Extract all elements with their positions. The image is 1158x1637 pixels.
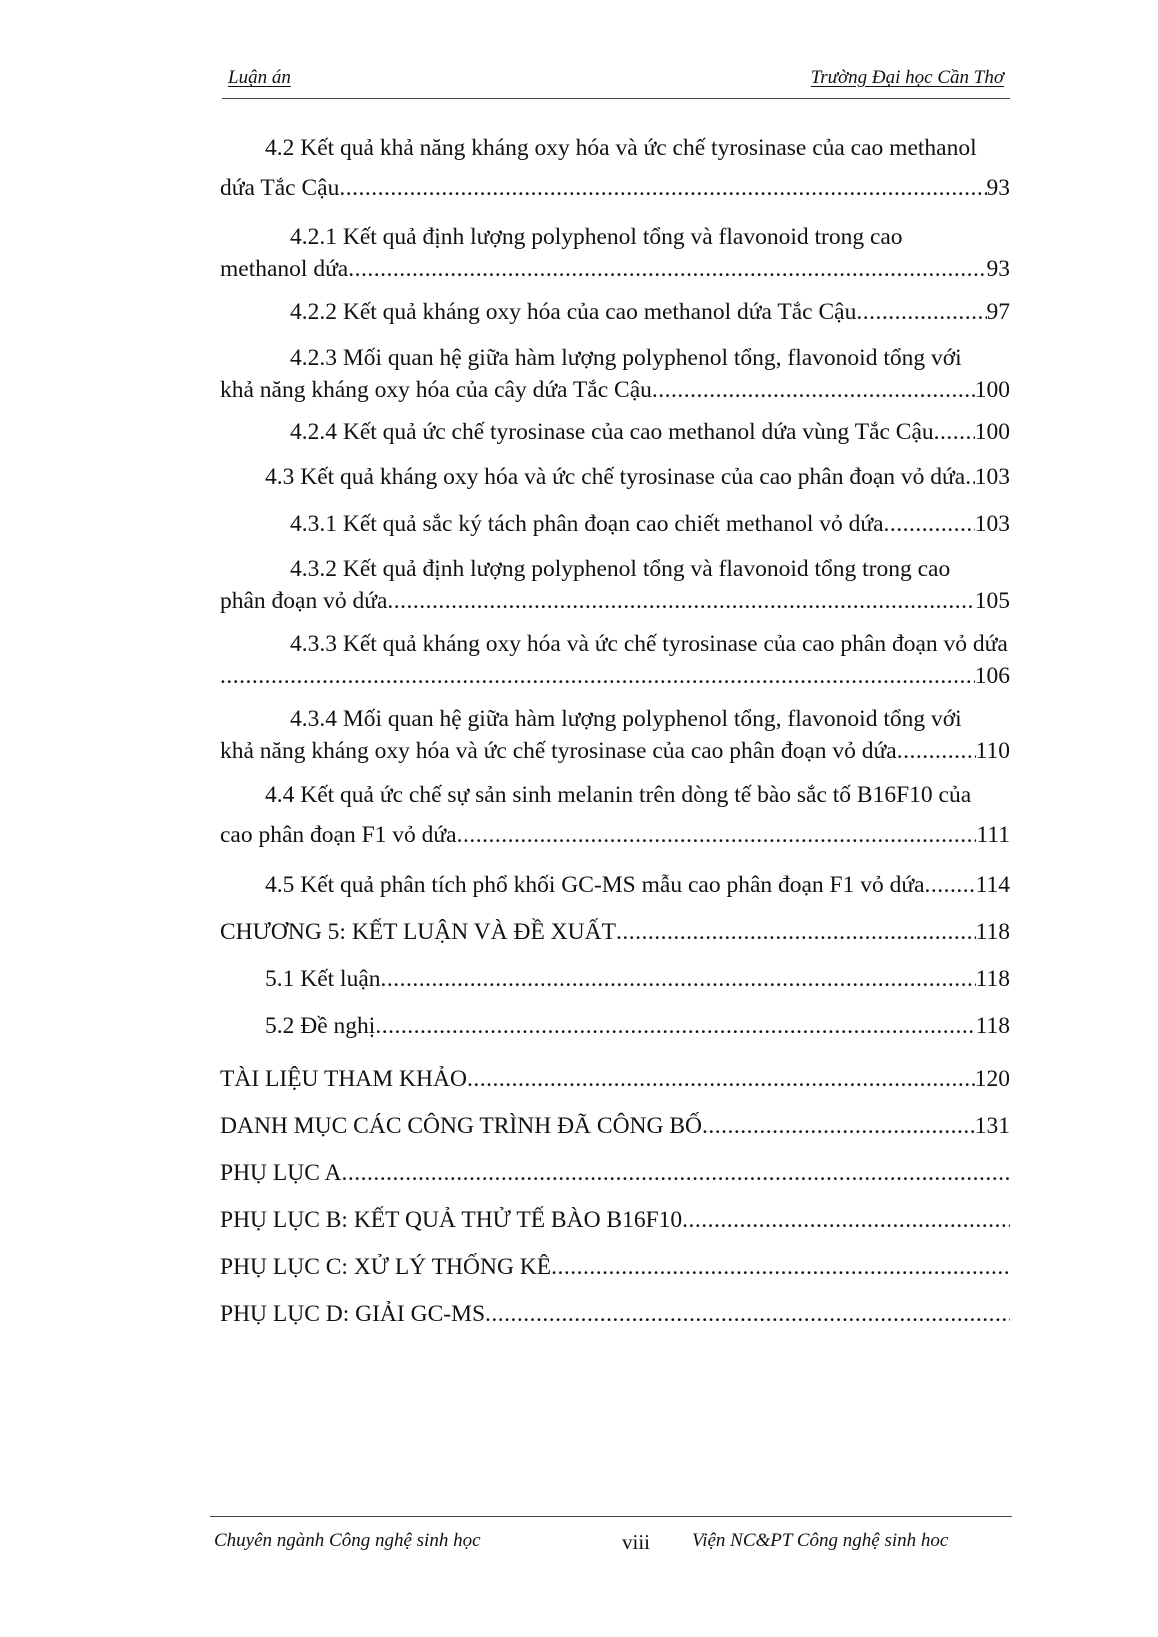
toc-leader (934, 416, 975, 448)
toc-entry-4-4[interactable] (220, 779, 1010, 851)
toc-entry-text: methanol dứa (220, 256, 349, 282)
toc-leader (652, 374, 975, 406)
toc-page-number: 118 (975, 966, 1010, 992)
toc-entry-appendix-c[interactable] (220, 1251, 1010, 1283)
toc-entry-publications[interactable] (220, 1110, 1010, 1142)
toc-entry-text: 4.4 Kết quả ức chế sự sản sinh melanin trên dòng tế bào sắc tố B16F10 của (265, 782, 972, 808)
toc-entry-4-5[interactable] (220, 869, 1010, 901)
header-right-title: Trường Đại học Cần Thơ (810, 67, 1004, 88)
toc-page-number: 97 (986, 299, 1010, 325)
toc-page-number: 93 (986, 175, 1010, 201)
toc-page-number: 106 (974, 663, 1010, 689)
toc-leader (925, 869, 976, 901)
toc-page-number: 103 (974, 464, 1010, 490)
toc-entry-text: 4.2.2 Kết quả kháng oxy hóa của cao methanol dứa Tắc Cậu (290, 299, 857, 325)
toc-leader (220, 660, 975, 692)
toc-entry-text: 4.2.4 Kết quả ức chế tyrosinase của cao methanol dứa vùng Tắc Cậu (290, 419, 934, 445)
toc-entry-text: PHỤ LỤC A (220, 1160, 342, 1186)
toc-entry-text: 5.1 Kết luận (265, 966, 381, 992)
toc-leader (682, 1204, 1010, 1236)
toc-entry-text: PHỤ LỤC D: GIẢI GC-MS (220, 1301, 486, 1327)
toc-entry-5-1[interactable] (220, 963, 1010, 995)
toc-entry-text: 4.3.4 Mối quan hệ giữa hàm lượng polyphenol tổng, flavonoid tổng với (290, 706, 962, 732)
toc-entry-appendix-a[interactable] (220, 1157, 1010, 1189)
toc-page-number: 118 (975, 919, 1010, 945)
footer-right-text: Viện NC&PT Công nghệ sinh hoc (692, 1530, 949, 1551)
toc-page-number: 100 (974, 377, 1010, 403)
toc-page-number: 120 (974, 1066, 1010, 1092)
toc-leader (485, 1298, 1010, 1330)
toc-entry-text: cao phân đoạn F1 vỏ dứa (220, 822, 457, 848)
toc-entry-text: PHỤ LỤC B: KẾT QUẢ THỬ TẾ BÀO B16F10 (220, 1207, 683, 1233)
toc-entry-4-3-2[interactable] (220, 553, 1010, 617)
toc-entry-appendix-d[interactable] (220, 1298, 1010, 1330)
toc-page-number: 103 (974, 511, 1010, 537)
toc-leader (348, 253, 986, 285)
header-divider (222, 98, 1010, 99)
toc-leader (381, 963, 976, 995)
toc-page-number: 114 (975, 872, 1010, 898)
toc-entry-text: 4.2.1 Kết quả định lượng polyphenol tổng và flavonoid trong cao (290, 224, 903, 250)
toc-entry-5-2[interactable] (220, 1010, 1010, 1042)
toc-entry-text: PHỤ LỤC C: XỬ LÝ THỐNG KÊ (220, 1254, 552, 1280)
toc-entry-text: CHƯƠNG 5: KẾT LUẬN VÀ ĐỀ XUẤT (220, 919, 616, 945)
toc-entry-4-2[interactable] (220, 132, 1010, 204)
toc-leader (467, 1063, 975, 1095)
toc-page-number: 131 (974, 1113, 1010, 1139)
toc-leader (551, 1251, 1010, 1283)
toc-entry-chapter-5[interactable] (220, 916, 1010, 948)
toc-page-number: 110 (975, 738, 1010, 764)
toc-entry-text: 4.2.3 Mối quan hệ giữa hàm lượng polyphenol tổng, flavonoid tổng với (290, 345, 962, 371)
toc-entry-text: 4.5 Kết quả phân tích phổ khối GC-MS mẫu cao phân đoạn F1 vỏ dứa (265, 872, 925, 898)
toc-leader (856, 296, 986, 328)
toc-entry-4-3-3[interactable] (220, 628, 1010, 692)
toc-entry-text: 4.3.3 Kết quả kháng oxy hóa và ức chế tyrosinase của cao phân đoạn vỏ dứa (290, 631, 1008, 657)
toc-entry-4-2-3[interactable] (220, 342, 1010, 406)
toc-entry-4-3-1[interactable] (220, 508, 1010, 540)
toc-entry-text: 4.2 Kết quả khả năng kháng oxy hóa và ức chế tyrosinase của cao methanol (265, 135, 977, 161)
toc-leader (341, 1157, 1010, 1189)
footer-page-number: viii (622, 1530, 651, 1554)
toc-entry-text: dứa Tắc Cậu (220, 175, 340, 201)
toc-entry-text: phân đoạn vỏ dứa (220, 588, 388, 614)
toc-entry-text: 4.3 Kết quả kháng oxy hóa và ức chế tyrosinase của cao phân đoạn vỏ dứa (265, 464, 966, 490)
toc-leader (616, 916, 976, 948)
footer-divider (210, 1516, 1012, 1517)
header-left-title: Luận án (228, 67, 291, 88)
toc-leader (965, 461, 975, 493)
toc-leader (387, 585, 974, 617)
toc-leader (884, 508, 975, 540)
toc-entry-text: 5.2 Đề nghị (265, 1013, 376, 1039)
toc-leader (375, 1010, 975, 1042)
page-header (222, 62, 1012, 98)
toc-entry-text: khả năng kháng oxy hóa và ức chế tyrosinase của cao phân đoạn vỏ dứa (220, 738, 897, 764)
toc-entry-appendix-b[interactable] (220, 1204, 1010, 1236)
toc-page-number: 105 (974, 588, 1010, 614)
toc-entry-text: 4.3.1 Kết quả sắc ký tách phân đoạn cao chiết methanol vỏ dứa (290, 511, 884, 537)
toc-entry-text: khả năng kháng oxy hóa của cây dứa Tắc Cậu (220, 377, 652, 403)
toc-leader (897, 735, 976, 767)
toc-entry-text: DANH MỤC CÁC CÔNG TRÌNH ĐÃ CÔNG BỐ (220, 1113, 703, 1139)
toc-entry-text: TÀI LIỆU THAM KHẢO (220, 1066, 467, 1092)
footer-left-text: Chuyên ngành Công nghệ sinh học (214, 1530, 481, 1551)
toc-page-number: 100 (974, 419, 1010, 445)
toc-entry-4-3-4[interactable] (220, 703, 1010, 767)
toc-page-number: 93 (986, 256, 1010, 282)
toc-entry-4-2-4[interactable] (220, 416, 1010, 448)
toc-leader (702, 1110, 975, 1142)
toc-page-number: 118 (975, 1013, 1010, 1039)
toc-leader (339, 172, 986, 204)
toc-entry-4-3[interactable] (220, 461, 1010, 493)
toc-entry-references[interactable] (220, 1063, 1010, 1095)
toc-entry-text: 4.3.2 Kết quả định lượng polyphenol tổng và flavonoid tổng trong cao (290, 556, 951, 582)
toc-leader (457, 819, 977, 851)
toc-page-number: 111 (976, 822, 1010, 848)
toc-entry-4-2-1[interactable] (220, 221, 1010, 285)
toc-entry-4-2-2[interactable] (220, 296, 1010, 328)
page-footer (212, 1530, 1012, 1560)
